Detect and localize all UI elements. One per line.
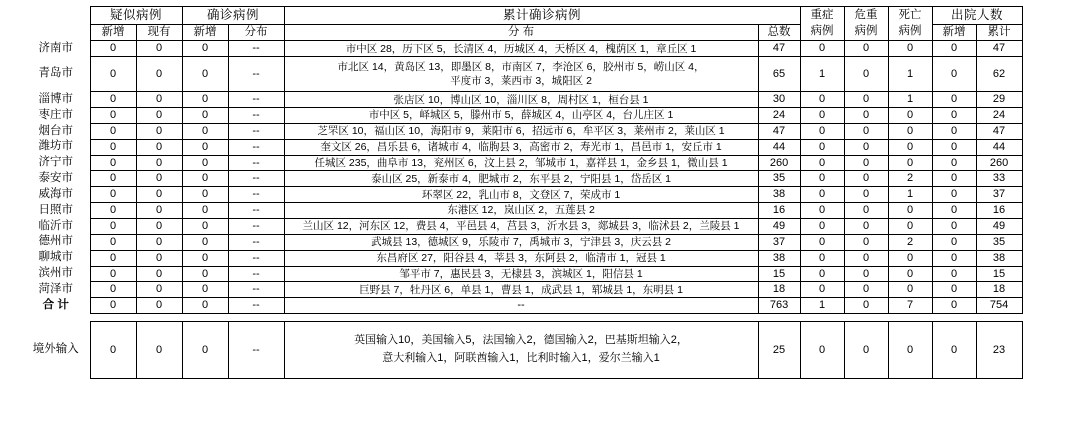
cell-discharged-total: 35 xyxy=(976,234,1022,250)
cell-discharged-new: 0 xyxy=(932,282,976,298)
row-region-label: 青岛市 xyxy=(38,67,73,80)
cell-severe: 0 xyxy=(800,92,844,108)
cell-cumulative-total: 18 xyxy=(758,282,800,298)
cell-suspected-new: 0 xyxy=(90,218,136,234)
cell-suspected-existing: 0 xyxy=(136,218,182,234)
row-region-label: 境外输入 xyxy=(32,343,79,356)
cell-discharged-new: 0 xyxy=(932,123,976,139)
cell-discharged-total: 62 xyxy=(976,57,1022,92)
cell-confirmed-new: 0 xyxy=(182,266,228,282)
cell-death: 7 xyxy=(888,298,932,314)
cell-discharged-new: 0 xyxy=(932,41,976,57)
cell-confirmed-new: 0 xyxy=(182,234,228,250)
header-death-line1: 死亡 xyxy=(898,9,922,22)
cell-confirmed-dist: -- xyxy=(228,250,284,266)
cell-confirmed-dist: -- xyxy=(228,322,284,379)
cell-confirmed-new: 0 xyxy=(182,218,228,234)
row-region-label: 泰安市 xyxy=(38,172,73,185)
cell-suspected-existing: 0 xyxy=(136,250,182,266)
cell-cumulative-total: 763 xyxy=(758,298,800,314)
cell-cumulative-total: 35 xyxy=(758,171,800,187)
cell-suspected-new: 0 xyxy=(90,187,136,203)
cell-confirmed-new: 0 xyxy=(182,139,228,155)
cell-confirmed-new: 0 xyxy=(182,322,228,379)
cell-severe: 0 xyxy=(800,282,844,298)
table-row xyxy=(22,187,1022,203)
cell-confirmed-dist: -- xyxy=(228,282,284,298)
cell-confirmed-dist: -- xyxy=(228,41,284,57)
cell-death: 0 xyxy=(888,203,932,219)
cell-discharged-new: 0 xyxy=(932,92,976,108)
cell-critical: 0 xyxy=(844,139,888,155)
cell-discharged-total: 15 xyxy=(976,266,1022,282)
cell-severe: 0 xyxy=(800,139,844,155)
cell-suspected-new: 0 xyxy=(90,266,136,282)
row-region-label: 烟台市 xyxy=(38,124,73,137)
cell-cumulative-dist: 市中区 5，峄城区 5，滕州市 5，薛城区 4，山亭区 4，台儿庄区 1 xyxy=(284,108,758,124)
cell-critical: 0 xyxy=(844,123,888,139)
cell-cumulative-dist: 邹平市 7，惠民县 3，无棣县 3，滨城区 1，阳信县 1 xyxy=(284,266,758,282)
cell-cumulative-total: 25 xyxy=(758,322,800,379)
header-cumulative: 累计确诊病例 xyxy=(284,7,800,25)
cell-death: 0 xyxy=(888,218,932,234)
cell-suspected-existing: 0 xyxy=(136,123,182,139)
cell-confirmed-new: 0 xyxy=(182,123,228,139)
cell-suspected-new: 0 xyxy=(90,171,136,187)
cell-cumulative-dist: -- xyxy=(284,298,758,314)
row-region-label: 菏泽市 xyxy=(38,283,73,296)
header-death-line2: 病例 xyxy=(898,24,922,37)
cell-confirmed-dist: -- xyxy=(228,139,284,155)
cell-discharged-total: 23 xyxy=(976,322,1022,379)
table-row xyxy=(22,57,1022,92)
cell-cumulative-dist: 市北区 14，黄岛区 13，即墨区 8，市南区 7，李沧区 6，胶州市 5，崂山区 4， 平度市 3，莱西市 3，城阳区 2 xyxy=(284,57,758,92)
table-row xyxy=(22,234,1022,250)
header-suspected-new: 新增 xyxy=(90,24,136,41)
cell-suspected-new: 0 xyxy=(90,123,136,139)
header-discharged-new: 新增 xyxy=(932,24,976,41)
cell-suspected-existing: 0 xyxy=(136,203,182,219)
cell-confirmed-new: 0 xyxy=(182,203,228,219)
table-row xyxy=(22,218,1022,234)
cell-discharged-total: 47 xyxy=(976,123,1022,139)
cell-suspected-existing: 0 xyxy=(136,187,182,203)
cell-discharged-new: 0 xyxy=(932,266,976,282)
cell-critical: 0 xyxy=(844,322,888,379)
row-region-label: 合 计 xyxy=(42,298,69,311)
table-row xyxy=(22,203,1022,219)
cell-cumulative-dist: 兰山区 12，河东区 12，费县 4，平邑县 4，莒县 3，沂水县 3，郯城县 3，临沭县 2，兰陵县 1 xyxy=(284,218,758,234)
cell-cumulative-dist: 奎文区 26，昌乐县 6，诸城市 4，临朐县 3，高密市 2，寿光市 1，昌邑市 1，安丘市 1 xyxy=(284,139,758,155)
cell-discharged-total: 38 xyxy=(976,250,1022,266)
cell-severe: 0 xyxy=(800,41,844,57)
spacer-cell xyxy=(22,314,1022,322)
cell-suspected-existing: 0 xyxy=(136,298,182,314)
cell-death: 0 xyxy=(888,108,932,124)
cell-critical: 0 xyxy=(844,282,888,298)
cell-confirmed-new: 0 xyxy=(182,41,228,57)
cell-suspected-existing: 0 xyxy=(136,139,182,155)
cell-severe: 0 xyxy=(800,234,844,250)
table-row xyxy=(22,266,1022,282)
cell-critical: 0 xyxy=(844,57,888,92)
cell-confirmed-dist: -- xyxy=(228,108,284,124)
cell-death: 0 xyxy=(888,322,932,379)
cell-confirmed-dist: -- xyxy=(228,171,284,187)
cell-discharged-new: 0 xyxy=(932,234,976,250)
cell-death: 0 xyxy=(888,139,932,155)
cell-suspected-new: 0 xyxy=(90,322,136,379)
cell-death: 2 xyxy=(888,234,932,250)
header-discharged: 出院人数 xyxy=(932,7,1022,25)
cell-cumulative-dist: 东昌府区 27，阳谷县 4，莘县 3，东阿县 2，临清市 1，冠县 1 xyxy=(284,250,758,266)
row-region-label: 淄博市 xyxy=(38,92,73,105)
cell-cumulative-dist: 东港区 12，岚山区 2，五莲县 2 xyxy=(284,203,758,219)
cell-severe: 0 xyxy=(800,187,844,203)
cell-suspected-new: 0 xyxy=(90,108,136,124)
cell-confirmed-dist: -- xyxy=(228,57,284,92)
cell-cumulative-total: 30 xyxy=(758,92,800,108)
cell-severe: 0 xyxy=(800,108,844,124)
header-severe-line2: 病例 xyxy=(810,24,834,37)
cell-severe: 0 xyxy=(800,203,844,219)
cell-critical: 0 xyxy=(844,92,888,108)
row-region-label: 济宁市 xyxy=(38,156,73,169)
cell-suspected-existing: 0 xyxy=(136,155,182,171)
cell-cumulative-dist: 武城县 13，德城区 9，乐陵市 7，禹城市 3，宁津县 3，庆云县 2 xyxy=(284,234,758,250)
cell-suspected-new: 0 xyxy=(90,234,136,250)
cell-severe: 0 xyxy=(800,322,844,379)
cell-suspected-existing: 0 xyxy=(136,108,182,124)
cell-suspected-existing: 0 xyxy=(136,266,182,282)
cell-cumulative-total: 24 xyxy=(758,108,800,124)
row-region-label: 济南市 xyxy=(38,42,73,55)
cell-discharged-total: 47 xyxy=(976,41,1022,57)
cell-death: 0 xyxy=(888,282,932,298)
cell-suspected-new: 0 xyxy=(90,298,136,314)
cell-cumulative-dist: 张店区 10，博山区 10，淄川区 8，周村区 1，桓台县 1 xyxy=(284,92,758,108)
cell-suspected-existing: 0 xyxy=(136,234,182,250)
cell-discharged-new: 0 xyxy=(932,57,976,92)
row-region-label: 滨州市 xyxy=(38,267,73,280)
cell-death: 2 xyxy=(888,171,932,187)
table-row xyxy=(22,282,1022,298)
header-severe xyxy=(800,7,844,41)
cell-severe: 1 xyxy=(800,298,844,314)
cell-suspected-new: 0 xyxy=(90,282,136,298)
cell-critical: 0 xyxy=(844,41,888,57)
table-body xyxy=(22,41,1022,379)
cell-discharged-total: 754 xyxy=(976,298,1022,314)
cell-confirmed-dist: -- xyxy=(228,155,284,171)
header-critical xyxy=(844,7,888,41)
cell-cumulative-dist: 环翠区 22，乳山市 8，文登区 7，荣成市 1 xyxy=(284,187,758,203)
cell-discharged-new: 0 xyxy=(932,322,976,379)
cell-cumulative-dist: 巨野县 7，牡丹区 6，单县 1，曹县 1，成武县 1，郓城县 1，东明县 1 xyxy=(284,282,758,298)
table-header xyxy=(22,7,1022,41)
cell-confirmed-new: 0 xyxy=(182,282,228,298)
cell-suspected-new: 0 xyxy=(90,203,136,219)
table-imported-row xyxy=(22,322,1022,379)
cell-critical: 0 xyxy=(844,108,888,124)
header-discharged-total: 累计 xyxy=(976,24,1022,41)
cell-discharged-new: 0 xyxy=(932,187,976,203)
row-region-label: 日照市 xyxy=(38,203,73,216)
cell-cumulative-total: 16 xyxy=(758,203,800,219)
header-critical-line1: 危重 xyxy=(854,9,878,22)
header-suspected: 疑似病例 xyxy=(90,7,182,25)
cell-confirmed-new: 0 xyxy=(182,171,228,187)
cell-confirmed-dist: -- xyxy=(228,234,284,250)
cell-cumulative-dist: 泰山区 25，新泰市 4，肥城市 2，东平县 2，宁阳县 1，岱岳区 1 xyxy=(284,171,758,187)
cell-discharged-total: 16 xyxy=(976,203,1022,219)
cell-suspected-new: 0 xyxy=(90,92,136,108)
cell-critical: 0 xyxy=(844,298,888,314)
table-row xyxy=(22,155,1022,171)
cell-death: 0 xyxy=(888,155,932,171)
cell-discharged-total: 37 xyxy=(976,187,1022,203)
cell-critical: 0 xyxy=(844,171,888,187)
table-row xyxy=(22,139,1022,155)
cell-confirmed-dist: -- xyxy=(228,123,284,139)
cell-confirmed-dist: -- xyxy=(228,298,284,314)
cell-discharged-total: 33 xyxy=(976,171,1022,187)
cell-death: 0 xyxy=(888,266,932,282)
header-suspected-existing: 现有 xyxy=(136,24,182,41)
cell-confirmed-new: 0 xyxy=(182,250,228,266)
cell-confirmed-new: 0 xyxy=(182,187,228,203)
cell-confirmed-dist: -- xyxy=(228,203,284,219)
cell-suspected-new: 0 xyxy=(90,139,136,155)
table-total-row xyxy=(22,298,1022,314)
cell-cumulative-dist: 市中区 28，历下区 5，长清区 4，历城区 4，天桥区 4，槐荫区 1，章丘区 1 xyxy=(284,41,758,57)
cell-cumulative-total: 38 xyxy=(758,187,800,203)
cell-severe: 0 xyxy=(800,266,844,282)
cell-suspected-new: 0 xyxy=(90,250,136,266)
cell-critical: 0 xyxy=(844,250,888,266)
cell-discharged-total: 29 xyxy=(976,92,1022,108)
cell-cumulative-total: 47 xyxy=(758,123,800,139)
cell-severe: 0 xyxy=(800,155,844,171)
cell-death: 1 xyxy=(888,57,932,92)
table-row xyxy=(22,92,1022,108)
cell-death: 1 xyxy=(888,92,932,108)
cell-discharged-total: 24 xyxy=(976,108,1022,124)
table-row xyxy=(22,41,1022,57)
cell-confirmed-new: 0 xyxy=(182,57,228,92)
cell-discharged-total: 44 xyxy=(976,139,1022,155)
cell-severe: 0 xyxy=(800,250,844,266)
cell-severe: 1 xyxy=(800,57,844,92)
epidemic-statistics-table xyxy=(22,6,1023,379)
cell-critical: 0 xyxy=(844,155,888,171)
cell-death: 0 xyxy=(888,41,932,57)
table-row xyxy=(22,171,1022,187)
cell-cumulative-total: 37 xyxy=(758,234,800,250)
cell-cumulative-dist: 英国输入10，美国输入5，法国输入2，德国输入2，巴基斯坦输入2， 意大利输入1，阿联酋输入1，比利时输入1，爱尔兰输入1 xyxy=(284,322,758,379)
report-sheet xyxy=(0,6,1080,439)
cell-cumulative-dist: 芝罘区 10，福山区 10，海阳市 9，莱阳市 6，招远市 6，牟平区 3，莱州市 2，莱山区 1 xyxy=(284,123,758,139)
cell-confirmed-new: 0 xyxy=(182,298,228,314)
cell-cumulative-total: 44 xyxy=(758,139,800,155)
cell-discharged-new: 0 xyxy=(932,250,976,266)
cell-discharged-new: 0 xyxy=(932,171,976,187)
cell-discharged-new: 0 xyxy=(932,139,976,155)
cell-discharged-new: 0 xyxy=(932,155,976,171)
cell-suspected-new: 0 xyxy=(90,155,136,171)
cell-critical: 0 xyxy=(844,203,888,219)
cell-confirmed-new: 0 xyxy=(182,92,228,108)
cell-cumulative-dist: 任城区 235，曲阜市 13，兖州区 6，汶上县 2，邹城市 1，嘉祥县 1，金乡县 1，微山县 1 xyxy=(284,155,758,171)
cell-confirmed-dist: -- xyxy=(228,92,284,108)
cell-discharged-new: 0 xyxy=(932,298,976,314)
row-region-label: 潍坊市 xyxy=(38,140,73,153)
cell-death: 1 xyxy=(888,187,932,203)
cell-discharged-new: 0 xyxy=(932,203,976,219)
header-cumulative-total: 总数 xyxy=(758,24,800,41)
cell-cumulative-total: 47 xyxy=(758,41,800,57)
row-region-label: 德州市 xyxy=(38,235,73,248)
header-cumulative-dist: 分 布 xyxy=(284,24,758,41)
cell-death: 0 xyxy=(888,250,932,266)
cell-cumulative-total: 260 xyxy=(758,155,800,171)
cell-discharged-new: 0 xyxy=(932,218,976,234)
header-row-group xyxy=(22,7,1022,25)
header-death xyxy=(888,7,932,41)
cell-suspected-existing: 0 xyxy=(136,322,182,379)
cell-suspected-existing: 0 xyxy=(136,282,182,298)
cell-death: 0 xyxy=(888,123,932,139)
cell-confirmed-dist: -- xyxy=(228,266,284,282)
cell-discharged-total: 49 xyxy=(976,218,1022,234)
cell-discharged-total: 18 xyxy=(976,282,1022,298)
table-row xyxy=(22,250,1022,266)
cell-suspected-existing: 0 xyxy=(136,57,182,92)
cell-severe: 0 xyxy=(800,123,844,139)
table-row xyxy=(22,108,1022,124)
cell-confirmed-dist: -- xyxy=(228,187,284,203)
header-critical-line2: 病例 xyxy=(854,24,878,37)
table-row xyxy=(22,123,1022,139)
cell-suspected-new: 0 xyxy=(90,57,136,92)
cell-suspected-new: 0 xyxy=(90,41,136,57)
cell-critical: 0 xyxy=(844,266,888,282)
cell-severe: 0 xyxy=(800,171,844,187)
cell-confirmed-new: 0 xyxy=(182,108,228,124)
cell-suspected-existing: 0 xyxy=(136,171,182,187)
cell-suspected-existing: 0 xyxy=(136,92,182,108)
header-severe-line1: 重症 xyxy=(810,9,834,22)
cell-confirmed-new: 0 xyxy=(182,155,228,171)
header-confirmed: 确诊病例 xyxy=(182,7,284,25)
cell-discharged-total: 260 xyxy=(976,155,1022,171)
cell-critical: 0 xyxy=(844,187,888,203)
row-region-label: 威海市 xyxy=(38,187,73,200)
row-spacer xyxy=(22,314,1022,322)
cell-critical: 0 xyxy=(844,234,888,250)
cell-confirmed-dist: -- xyxy=(228,218,284,234)
header-region xyxy=(22,7,90,41)
cell-discharged-new: 0 xyxy=(932,108,976,124)
row-region-label: 临沂市 xyxy=(38,219,73,232)
header-confirmed-new: 新增 xyxy=(182,24,228,41)
cell-severe: 0 xyxy=(800,218,844,234)
row-region-label: 枣庄市 xyxy=(38,108,73,121)
cell-critical: 0 xyxy=(844,218,888,234)
cell-suspected-existing: 0 xyxy=(136,41,182,57)
row-region-label: 聊城市 xyxy=(38,251,73,264)
header-confirmed-dist: 分布 xyxy=(228,24,284,41)
cell-cumulative-total: 49 xyxy=(758,218,800,234)
cell-cumulative-total: 15 xyxy=(758,266,800,282)
cell-cumulative-total: 65 xyxy=(758,57,800,92)
cell-cumulative-total: 38 xyxy=(758,250,800,266)
